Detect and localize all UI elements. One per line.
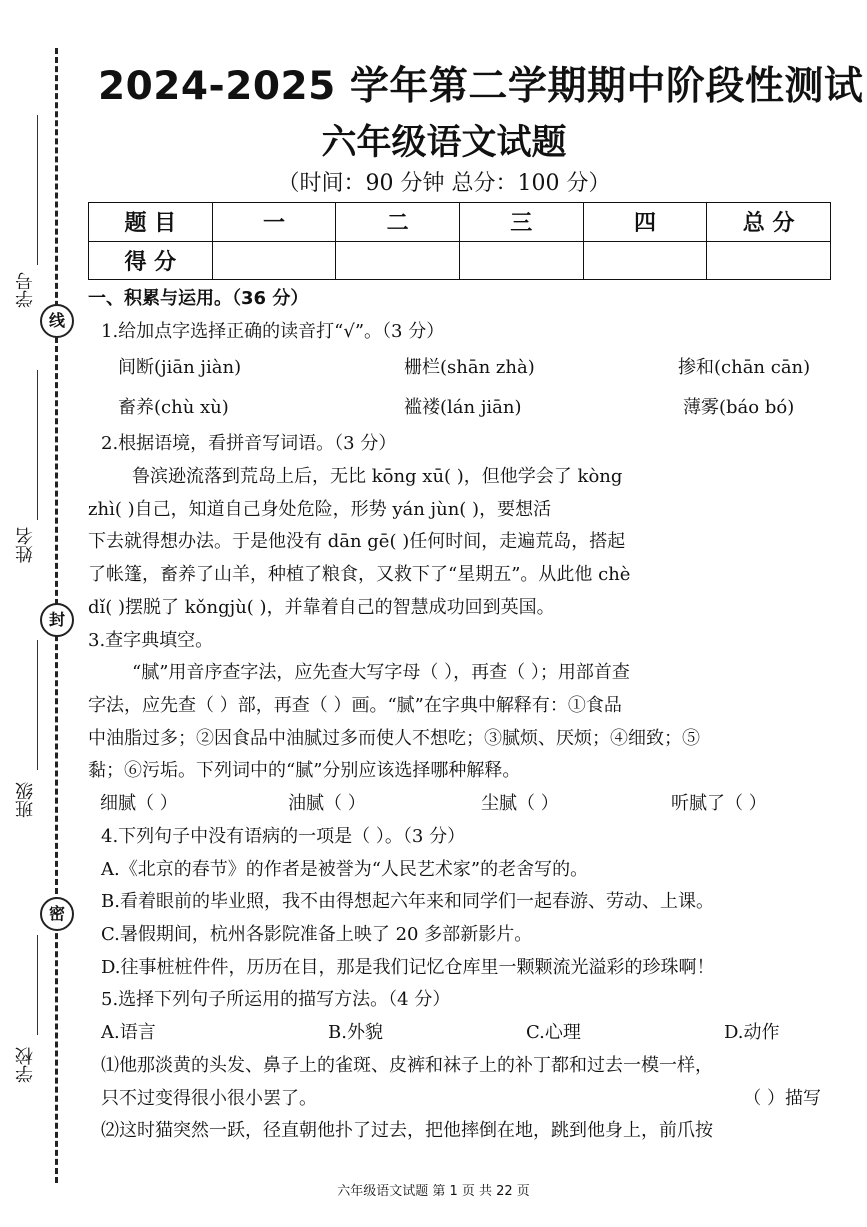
passage-line: 字法，应先查（ ）部，再查（ ）画。“腻”在字典中解释有：①食品 xyxy=(88,694,622,716)
question-prompt: 1.给加点字选择正确的读音打“√”。（3 分） xyxy=(101,320,445,342)
field-label-student-id: 学号 xyxy=(15,272,36,308)
option-item[interactable]: A.《北京的春节》的作者是被誉为“人民艺术家”的老舍写的。 xyxy=(101,858,589,880)
passage-line: ⑴他那淡黄的头发、鼻子上的雀斑、皮裤和袜子上的补丁都和过去一模一样， xyxy=(101,1055,713,1077)
exam-subtitle: 六年级语文试题 xyxy=(321,123,567,163)
question-prompt: 4.下列句子中没有语病的一项是（ ）。（3 分） xyxy=(101,825,466,847)
score-header: 题 目 xyxy=(89,203,213,242)
option-item[interactable]: A.语言 xyxy=(101,1022,156,1044)
pinyin-row xyxy=(88,348,833,388)
page-footer: 六年级语文试题 第 1 页 共 22 页 xyxy=(337,1184,530,1199)
section-heading: 一、积累与运用。（36 分） xyxy=(88,288,309,309)
field-label-name: 姓名 xyxy=(15,527,36,563)
field-line-student-id xyxy=(37,115,38,265)
word-blank[interactable]: 细腻（ ） xyxy=(100,792,178,814)
score-header: 一 xyxy=(212,203,336,242)
exam-title: 2024-2025 学年第二学期期中阶段性测试 xyxy=(98,64,864,109)
word-blank[interactable]: 听腻了（ ） xyxy=(671,792,767,814)
score-header: 三 xyxy=(459,203,583,242)
binding-margin xyxy=(0,0,90,1227)
option-item[interactable]: C.暑假期间，杭州各影院准备上映了 20 多部新影片。 xyxy=(101,924,533,945)
passage-line: dǐ( )摆脱了 kǒngjù( )，并靠着自己的智慧成功回到英国。 xyxy=(88,596,555,618)
passage-line xyxy=(88,1083,833,1116)
option-row xyxy=(88,1017,833,1050)
exam-content xyxy=(88,283,833,1148)
exam-meta: （时间：90 分钟 总分：100 分） xyxy=(277,171,611,196)
question-prompt: 2.根据语境，看拼音写词语。（3 分） xyxy=(101,433,397,455)
passage-line: 中油脂过多；②因食品中油腻过多而使人不想吃；③腻烦、厌烦；④细致；⑤ xyxy=(88,727,700,749)
score-cell[interactable] xyxy=(583,241,707,280)
field-line-name xyxy=(37,370,38,520)
score-cell[interactable] xyxy=(336,241,460,280)
passage-line: 黏；⑥污垢。下列词中的“腻”分别应该选择哪种解释。 xyxy=(88,760,521,782)
option-item[interactable]: B.外貌 xyxy=(328,1022,383,1044)
pinyin-item[interactable]: 间断(jiān jiàn) xyxy=(118,357,242,379)
seal-secret: 密 xyxy=(40,897,74,931)
passage-line: 下去就得想办法。于是他没有 dān gē( )任何时间，走遍荒岛，搭起 xyxy=(88,531,626,553)
pinyin-item[interactable]: 栅栏(shān zhà) xyxy=(404,357,535,379)
field-line-school xyxy=(37,935,38,1035)
passage-text: 只不过变得很小很小罢了。 xyxy=(101,1087,317,1109)
pinyin-item[interactable]: 掺和(chān cān) xyxy=(678,357,811,379)
pinyin-row xyxy=(88,388,833,428)
option-item[interactable]: C.心理 xyxy=(526,1022,581,1044)
field-label-school: 学校 xyxy=(15,1047,36,1083)
passage-line: 鲁滨逊流落到荒岛上后，无比 kōng xū( )，但他学会了 kòng xyxy=(132,466,623,488)
word-row xyxy=(88,788,833,821)
pinyin-item[interactable]: 畜养(chù xù) xyxy=(118,397,229,419)
word-blank[interactable]: 尘腻（ ） xyxy=(481,792,559,814)
field-label-class: 班级 xyxy=(15,782,36,818)
score-header: 四 xyxy=(583,203,707,242)
answer-blank[interactable]: （ ）描写 xyxy=(743,1087,821,1109)
score-cell[interactable] xyxy=(459,241,583,280)
score-header: 总 分 xyxy=(707,203,831,242)
score-header: 二 xyxy=(336,203,460,242)
seal-seal: 封 xyxy=(40,603,74,637)
question-prompt: 3.查字典填空。 xyxy=(88,629,214,651)
option-item[interactable]: D.动作 xyxy=(724,1022,780,1044)
score-row-label: 得 分 xyxy=(89,241,213,280)
passage-line: “腻”用音序查字法，应先查大写字母（ ），再查（ ）；用部首查 xyxy=(132,662,630,684)
score-table xyxy=(88,202,831,280)
passage-line: ⑵这时猫突然一跃，径直朝他扑了过去，把他摔倒在地，跳到他身上，前爪按 xyxy=(101,1120,713,1142)
word-blank[interactable]: 油腻（ ） xyxy=(288,792,366,814)
pinyin-item[interactable]: 褴褛(lán jiān) xyxy=(404,397,522,419)
option-item[interactable]: B.看着眼前的毕业照，我不由得想起六年来和同学们一起春游、劳动、上课。 xyxy=(101,891,714,913)
score-cell[interactable] xyxy=(707,241,831,280)
passage-line: 了帐篷，畜养了山羊，种植了粮食，又救下了“星期五”。从此他 chè xyxy=(88,564,631,586)
pinyin-item[interactable]: 薄雾(báo bó) xyxy=(683,397,795,419)
seal-line: 线 xyxy=(40,304,74,338)
option-item[interactable]: D.往事桩桩件件，历历在目，那是我们记忆仓库里一颗颗流光溢彩的珍珠啊！ xyxy=(101,956,715,978)
field-line-class xyxy=(37,640,38,770)
score-cell[interactable] xyxy=(212,241,336,280)
question-prompt: 5.选择下列句子所运用的描写方法。（4 分） xyxy=(101,989,451,1011)
passage-line: zhì( )自己，知道自己身处危险，形势 yán jùn( )，要想活 xyxy=(88,498,552,520)
